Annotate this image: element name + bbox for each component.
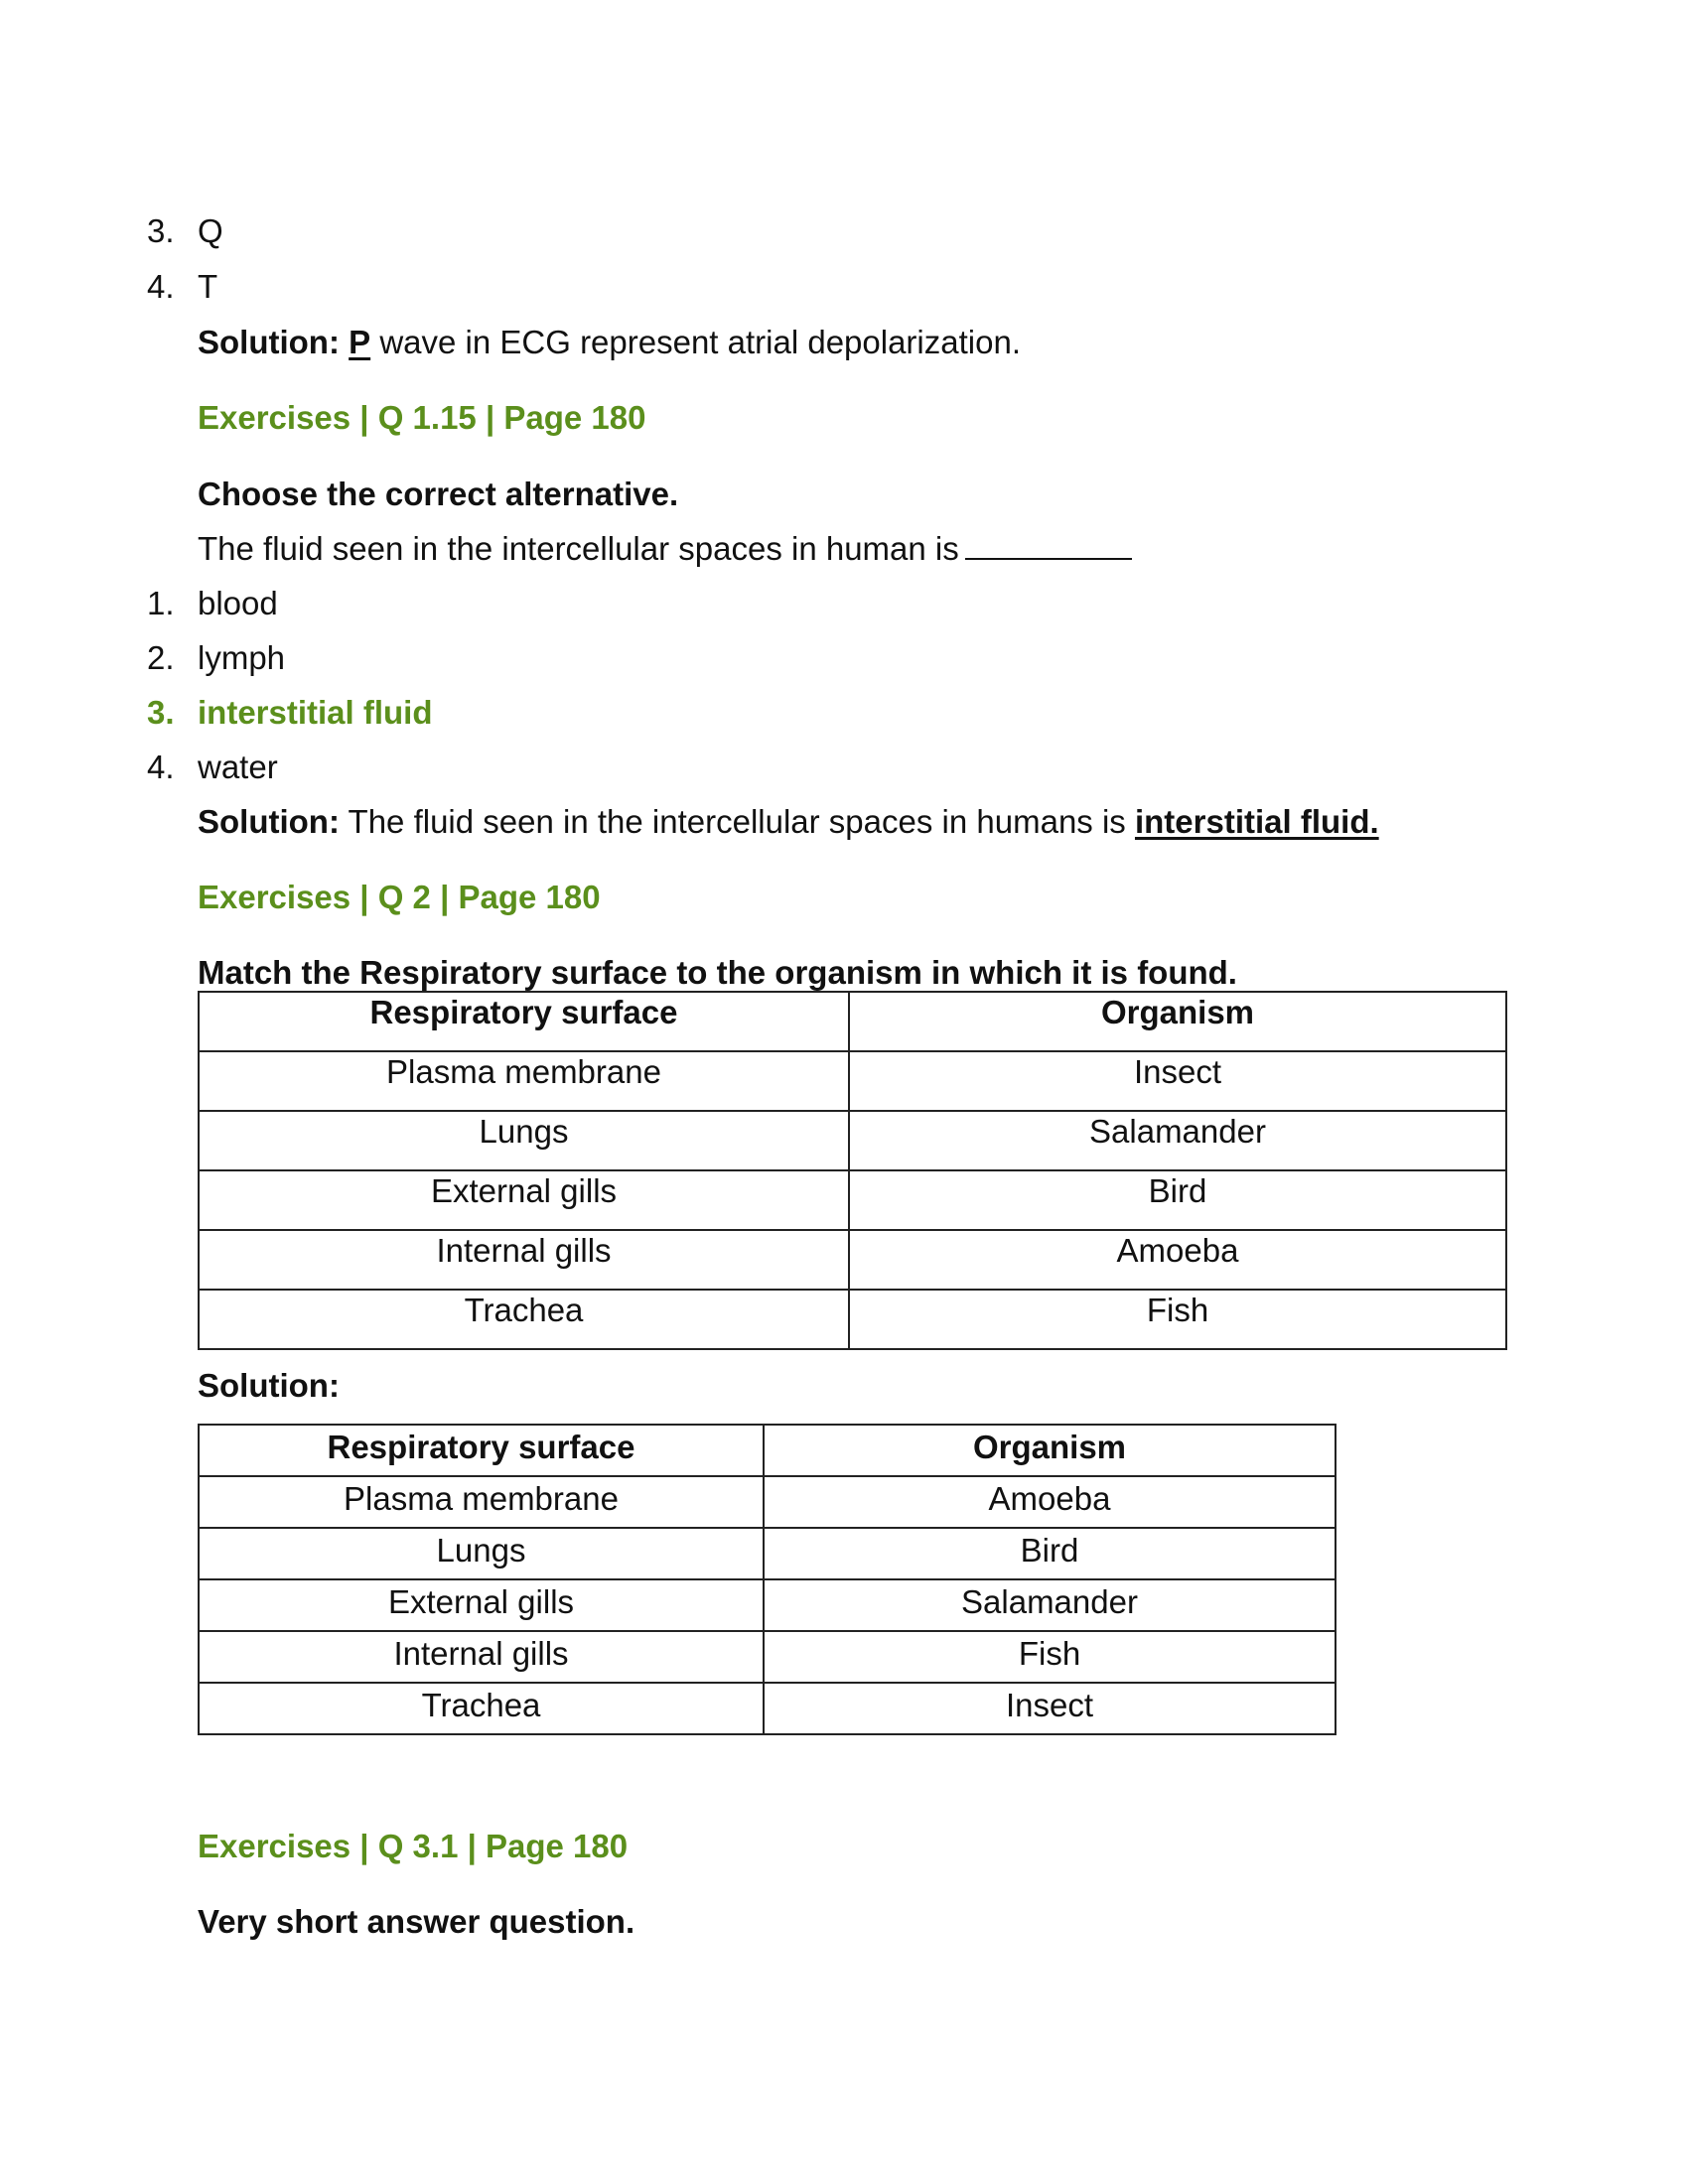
table-cell: Plasma membrane (199, 1051, 849, 1111)
option-number: 2. (147, 639, 175, 676)
exercise-header: Exercises | Q 1.15 | Page 180 (198, 399, 646, 436)
exercise-header: Exercises | Q 2 | Page 180 (198, 879, 601, 915)
match-table (198, 991, 1507, 1350)
table-cell: Internal gills (199, 1631, 764, 1683)
table-header: Organism (764, 1425, 1336, 1476)
solution-label: Solution: (198, 1367, 340, 1404)
option-text: T (198, 268, 218, 305)
table-cell: Salamander (849, 1111, 1506, 1170)
question-stem: The fluid seen in the intercellular spaces in human is (198, 530, 959, 567)
option-number: 3. (147, 694, 175, 731)
table-cell: Plasma membrane (199, 1476, 764, 1528)
exercise-header: Exercises | Q 3.1 | Page 180 (198, 1828, 629, 1864)
table-row (199, 1476, 1336, 1528)
table-cell: Bird (764, 1528, 1336, 1579)
question-instruction: Match the Respiratory surface to the organism in which it is found. (198, 954, 1237, 991)
table-header-row (199, 992, 1506, 1051)
solution-text: wave in ECG represent atrial depolarization. (370, 324, 1021, 360)
table-row (199, 1170, 1506, 1230)
table-row (199, 1051, 1506, 1111)
table-header: Organism (849, 992, 1506, 1051)
table-header-row (199, 1425, 1336, 1476)
solution-label: Solution: (198, 803, 340, 840)
table-cell: Trachea (199, 1290, 849, 1349)
solution-line (198, 323, 1021, 362)
option-text: interstitial fluid (198, 694, 433, 731)
solution-answer: interstitial fluid. (1134, 803, 1379, 840)
table-cell: External gills (199, 1170, 849, 1230)
solution-table (198, 1424, 1336, 1735)
table-row (199, 1111, 1506, 1170)
solution-text: The fluid seen in the intercellular spaces in humans is (339, 803, 1135, 840)
option-number: 4. (147, 749, 175, 785)
question-text (198, 529, 1132, 569)
solution-label: Solution: (198, 324, 340, 360)
table-cell: Insect (764, 1683, 1336, 1734)
table-cell: Amoeba (764, 1476, 1336, 1528)
solution-highlight: P (349, 324, 371, 360)
table-cell: Fish (764, 1631, 1336, 1683)
table-header: Respiratory surface (199, 992, 849, 1051)
option-text: Q (198, 212, 223, 249)
table-cell: Bird (849, 1170, 1506, 1230)
option-text: blood (198, 585, 278, 621)
option-number: 1. (147, 585, 175, 621)
table-row (199, 1631, 1336, 1683)
table-cell: Lungs (199, 1111, 849, 1170)
question-instruction: Choose the correct alternative. (198, 476, 679, 512)
table-row (199, 1528, 1336, 1579)
table-cell: Salamander (764, 1579, 1336, 1631)
table-row (199, 1579, 1336, 1631)
table-cell: Insect (849, 1051, 1506, 1111)
option-number: 4. (147, 268, 175, 305)
table-cell: Trachea (199, 1683, 764, 1734)
table-row (199, 1683, 1336, 1734)
answer-blank (965, 532, 1132, 560)
table-cell: Fish (849, 1290, 1506, 1349)
option-text: lymph (198, 639, 286, 676)
question-instruction: Very short answer question. (198, 1903, 635, 1940)
option-text: water (198, 749, 278, 785)
table-row (199, 1290, 1506, 1349)
table-row (199, 1230, 1506, 1290)
table-cell: Internal gills (199, 1230, 849, 1290)
table-cell: Lungs (199, 1528, 764, 1579)
option-number: 3. (147, 212, 175, 249)
solution-line (198, 802, 1379, 842)
table-header: Respiratory surface (199, 1425, 764, 1476)
table-cell: Amoeba (849, 1230, 1506, 1290)
table-cell: External gills (199, 1579, 764, 1631)
